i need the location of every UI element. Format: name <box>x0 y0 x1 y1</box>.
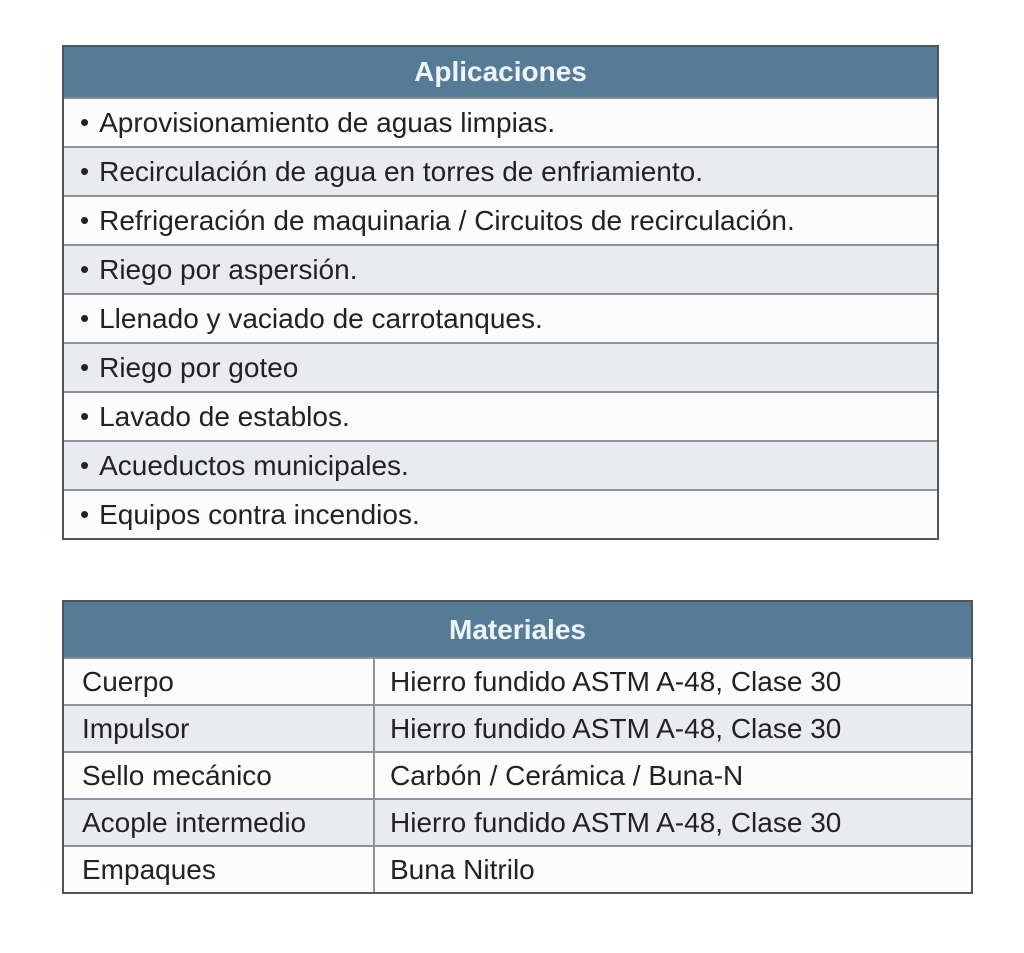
application-text: Acueductos municipales. <box>99 449 409 481</box>
material-value-cell: Hierro fundido ASTM A-48, Clase 30 <box>390 806 842 838</box>
applications-table <box>62 45 939 540</box>
application-text: Aprovisionamiento de aguas limpias. <box>99 106 556 138</box>
material-row <box>64 751 971 798</box>
application-text: Lavado de establos. <box>99 400 350 432</box>
application-text: Riego por goteo <box>99 351 299 383</box>
application-text: Refrigeración de maquinaria / Circuitos de recirculación. <box>99 204 795 236</box>
material-component-cell: Acople intermedio <box>64 800 375 845</box>
material-row <box>64 845 971 892</box>
application-row <box>64 489 937 538</box>
bullet-icon: • <box>80 155 90 186</box>
application-row <box>64 195 937 244</box>
bullet-icon: • <box>80 351 90 382</box>
application-row <box>64 440 937 489</box>
bullet-icon: • <box>80 204 90 235</box>
bullet-icon: • <box>80 302 90 333</box>
application-text: Equipos contra incendios. <box>99 498 420 530</box>
application-row <box>64 244 937 293</box>
application-row <box>64 391 937 440</box>
material-row <box>64 657 971 704</box>
materials-table-title: Materiales <box>449 613 586 645</box>
material-component-cell: Impulsor <box>64 706 375 751</box>
material-value-cell: Hierro fundido ASTM A-48, Clase 30 <box>390 665 842 697</box>
material-row <box>64 704 971 751</box>
bullet-icon: • <box>80 253 90 284</box>
application-row <box>64 293 937 342</box>
application-row <box>64 97 937 146</box>
material-component-cell: Sello mecánico <box>64 753 375 798</box>
materials-table-header <box>64 602 971 657</box>
material-row <box>64 798 971 845</box>
applications-table-header <box>64 47 937 97</box>
material-component-cell: Empaques <box>64 847 375 892</box>
bullet-icon: • <box>80 498 90 529</box>
material-value-cell: Buna Nitrilo <box>390 853 535 885</box>
bullet-icon: • <box>80 449 90 480</box>
material-value-cell: Hierro fundido ASTM A-48, Clase 30 <box>390 712 842 744</box>
material-value-cell: Carbón / Cerámica / Buna-N <box>390 759 744 791</box>
application-text: Riego por aspersión. <box>99 253 358 285</box>
bullet-icon: • <box>80 400 90 431</box>
applications-table-title: Aplicaciones <box>414 56 587 87</box>
application-row <box>64 146 937 195</box>
application-text: Recirculación de agua en torres de enfriamiento. <box>99 155 704 187</box>
bullet-icon: • <box>80 106 90 137</box>
application-row <box>64 342 937 391</box>
material-component-cell: Cuerpo <box>64 659 375 704</box>
application-text: Llenado y vaciado de carrotanques. <box>99 302 543 334</box>
materials-table <box>62 600 973 894</box>
